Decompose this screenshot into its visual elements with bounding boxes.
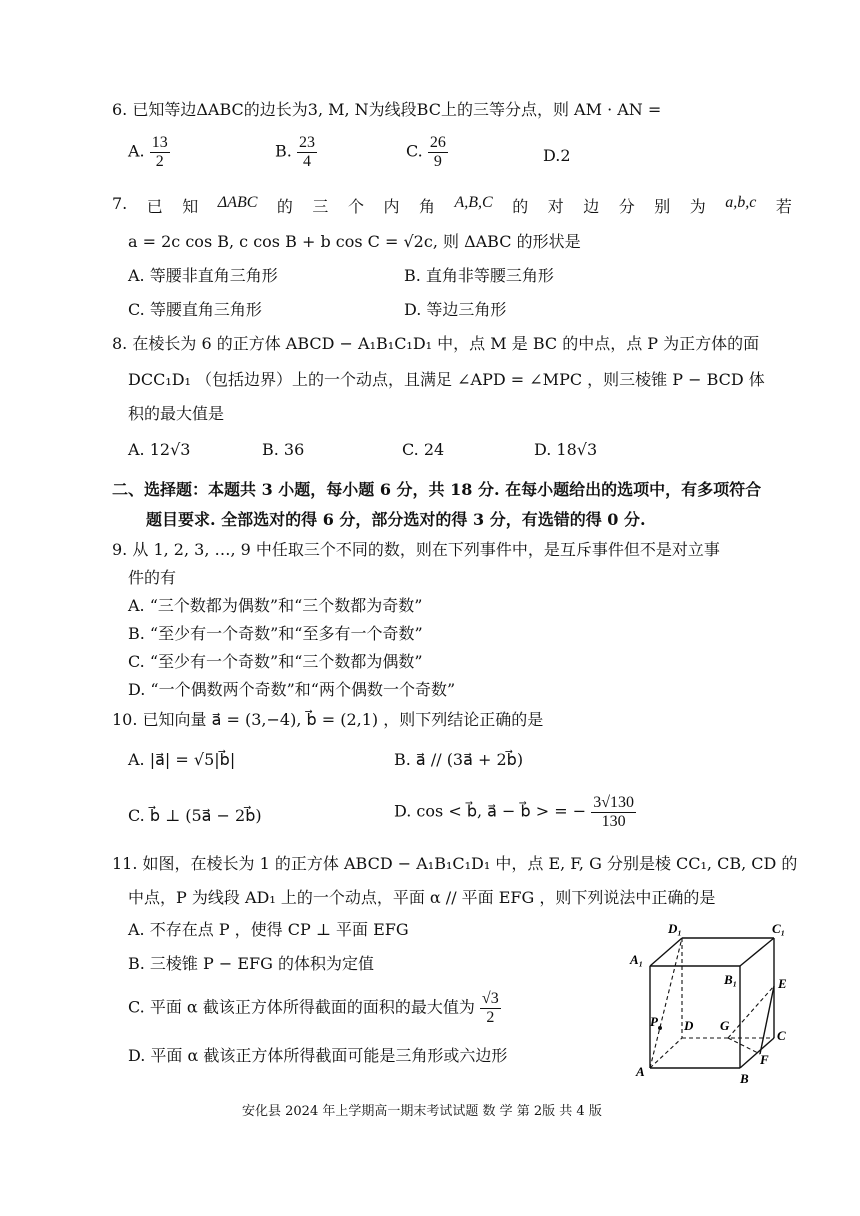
q10-stem: 10. 已知向量 a⃗ = (3,−4), b⃗ = (2,1) ，则下列结论正确的是: [112, 710, 544, 729]
q10-option-a: A. |a⃗| = √5|b⃗|: [128, 750, 236, 769]
label-a: A: [636, 1064, 645, 1079]
q6-option-a: A. $\frac{13}{2}$: [128, 134, 168, 170]
q8-option-d: D. 18√3: [534, 440, 598, 459]
edge-b1-c1: [740, 938, 774, 966]
section2-instructions: 题目要求. 全部选对的得 6 分，部分选对的得 3 分，有选错的得 0 分.: [146, 510, 646, 529]
label-e: E: [778, 976, 787, 991]
cube-figure: [620, 918, 800, 1088]
q11-option-a: A. 不存在点 P ，使得 CP ⊥ 平面 EFG: [128, 920, 409, 939]
q9-line2: 件的有: [128, 568, 177, 587]
section2-heading: 二、选择题：本题共 3 小题，每小题 6 分，共 18 分. 在每小题给出的选项中，有多项符合: [112, 480, 762, 499]
q7-option-c: C. 等腰直角三角形: [128, 300, 262, 319]
label-g: G: [720, 1018, 730, 1033]
q8-option-a: A. 12√3: [128, 440, 191, 459]
q9-option-d: D. “一个偶数两个奇数”和“两个偶数一个奇数”: [128, 680, 456, 699]
label-a1: A₁: [630, 952, 644, 967]
edge-g-f: [728, 1038, 760, 1054]
q7-option-b: B. 直角非等腰三角形: [404, 266, 554, 285]
q7-condition: a = 2c cos B, c cos B + b cos C = √2c, 则 ΔABC 的形状是: [128, 232, 581, 251]
label-p: P: [650, 1014, 658, 1029]
q11-option-d: D. 平面 α 截该正方体所得截面可能是三角形或六边形: [128, 1046, 508, 1065]
q8-line1: 8. 在棱长为 6 的正方体 ABCD − A₁B₁C₁D₁ 中，点 M 是 BC 的中点，点 P 为正方体的面: [112, 334, 760, 353]
q11-line2: 中点，P 为线段 AD₁ 上的一个动点，平面 α // 平面 EFG ，则下列说法中正确的是: [128, 888, 716, 907]
q11-option-b: B. 三棱锥 P − EFG 的体积为定值: [128, 954, 375, 973]
edge-b-c: [740, 1038, 774, 1068]
q11-option-c: C. 平面 α 截该正方体所得截面的面积的最大值为 $\frac{√3}{2}$: [128, 990, 499, 1026]
segment-a-d1: [650, 938, 682, 1068]
page-footer: 安化县 2024 年上学期高一期末考试试题 数 学 第 2版 共 4 版: [242, 1104, 602, 1119]
label-b1: B₁: [724, 972, 738, 987]
q6-option-b: B. $\frac{23}{4}$: [275, 134, 315, 170]
q6-option-c: C. $\frac{26}{9}$: [406, 134, 446, 170]
q10-option-c: C. b⃗ ⊥ (5a⃗ − 2b⃗): [128, 806, 262, 825]
q9-option-b: B. “至少有一个奇数”和“至多有一个奇数”: [128, 624, 423, 643]
point-p: [658, 1026, 662, 1030]
q11-line1: 11. 如图，在棱长为 1 的正方体 ABCD − A₁B₁C₁D₁ 中，点 E, F, G 分别是棱 CC₁, CB, CD 的: [112, 854, 798, 873]
q7-stem: 7. 已 知 ΔABC 的 三 个 内 角 A,B,C 的 对 边 分 别 为 a,b,c 若: [112, 194, 792, 216]
q9-option-c: C. “至少有一个奇数”和“三个数都为偶数”: [128, 652, 423, 671]
q8-option-b: B. 36: [262, 440, 305, 459]
q8-line2: DCC₁D₁ （包括边界）上的一个动点，且满足 ∠APD = ∠MPC ，则三棱锥 P − BCD 体: [128, 370, 765, 389]
q8-option-c: C. 24: [402, 440, 445, 459]
q10-option-b: B. a⃗ // (3a⃗ + 2b⃗): [394, 750, 524, 769]
edge-a1-d1: [650, 938, 682, 966]
q6-stem: 6. 已知等边ΔABC的边长为3, M, N为线段BC上的三等分点，则 AM · AN =: [112, 100, 662, 119]
label-c: C: [777, 1028, 786, 1043]
q8-line3: 积的最大值是: [128, 404, 225, 423]
edge-a-d: [650, 1038, 682, 1068]
q6-option-d: D.2: [543, 146, 571, 165]
label-c1: C₁: [772, 921, 786, 936]
q10-option-d: D. cos < b⃗, a⃗ − b⃗ > = − $\frac{3√130}{130}$: [394, 794, 635, 830]
label-d1: D₁: [668, 921, 682, 936]
edge-g-e: [728, 986, 774, 1038]
label-f: F: [760, 1052, 769, 1067]
label-d: D: [684, 1018, 694, 1033]
q7-option-a: A. 等腰非直角三角形: [128, 266, 278, 285]
label-b: B: [740, 1071, 749, 1086]
q7-option-d: D. 等边三角形: [404, 300, 507, 319]
q9-line1: 9. 从 1, 2, 3, …, 9 中任取三个不同的数，则在下列事件中，是互斥事件但不是对立事: [112, 540, 720, 559]
q9-option-a: A. “三个数都为偶数”和“三个数都为奇数”: [128, 596, 423, 615]
